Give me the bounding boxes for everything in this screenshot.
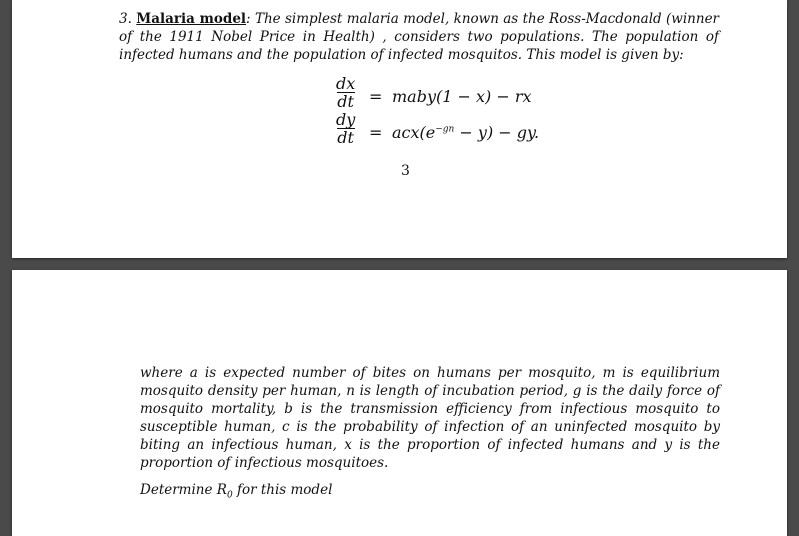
eq2-denominator: dt bbox=[337, 128, 354, 147]
eq2-numerator: dy bbox=[336, 110, 356, 129]
eq1-numerator: dx bbox=[336, 74, 356, 93]
eq2-equals: = bbox=[369, 123, 383, 142]
eq1-fraction bbox=[336, 76, 355, 109]
question-suffix: for this model bbox=[232, 482, 333, 498]
problem-title: Malaria model bbox=[136, 11, 247, 27]
eq2-rhs-suffix: − y) − gy. bbox=[454, 123, 540, 142]
eq2-fraction bbox=[336, 112, 355, 145]
eq2-rhs bbox=[392, 123, 539, 142]
pdf-page-2 bbox=[12, 270, 787, 536]
eq2-rhs-exponent: −gn bbox=[435, 124, 455, 135]
question bbox=[140, 482, 332, 501]
problem-intro-text: : The simplest malaria model, known as the Ross-Macdonald (winner of the 1911 Nobel Price in Health) , considers two populations. The population of infected humans and the population of infected mosquitos. This model is given by: bbox=[119, 11, 720, 63]
pdf-page-1 bbox=[12, 0, 787, 258]
problem-number: 3. bbox=[119, 11, 132, 27]
page-number: 3 bbox=[401, 163, 410, 179]
eq1-rhs: maby(1 − x) − rx bbox=[392, 87, 532, 106]
question-subscript: 0 bbox=[226, 490, 233, 501]
eq1-equals: = bbox=[369, 87, 383, 106]
problem-intro bbox=[119, 10, 719, 64]
eq1-denominator: dt bbox=[337, 92, 354, 111]
eq2-rhs-prefix: acx(e bbox=[392, 123, 436, 142]
question-prefix: Determine R bbox=[140, 482, 227, 498]
variable-definitions: where a is expected number of bites on humans per mosquito, m is equilibrium mosquito density per human, n is length of incubation period, g is the daily force of mosquito mortality, b is the transmission efficiency from infectious mosquito to susceptible human, c is the probability of infection of an uninfected mosquito by biting an infectious human, x is the proportion of infected humans and y is the proportion of infectious mosquitoes. bbox=[140, 365, 720, 471]
